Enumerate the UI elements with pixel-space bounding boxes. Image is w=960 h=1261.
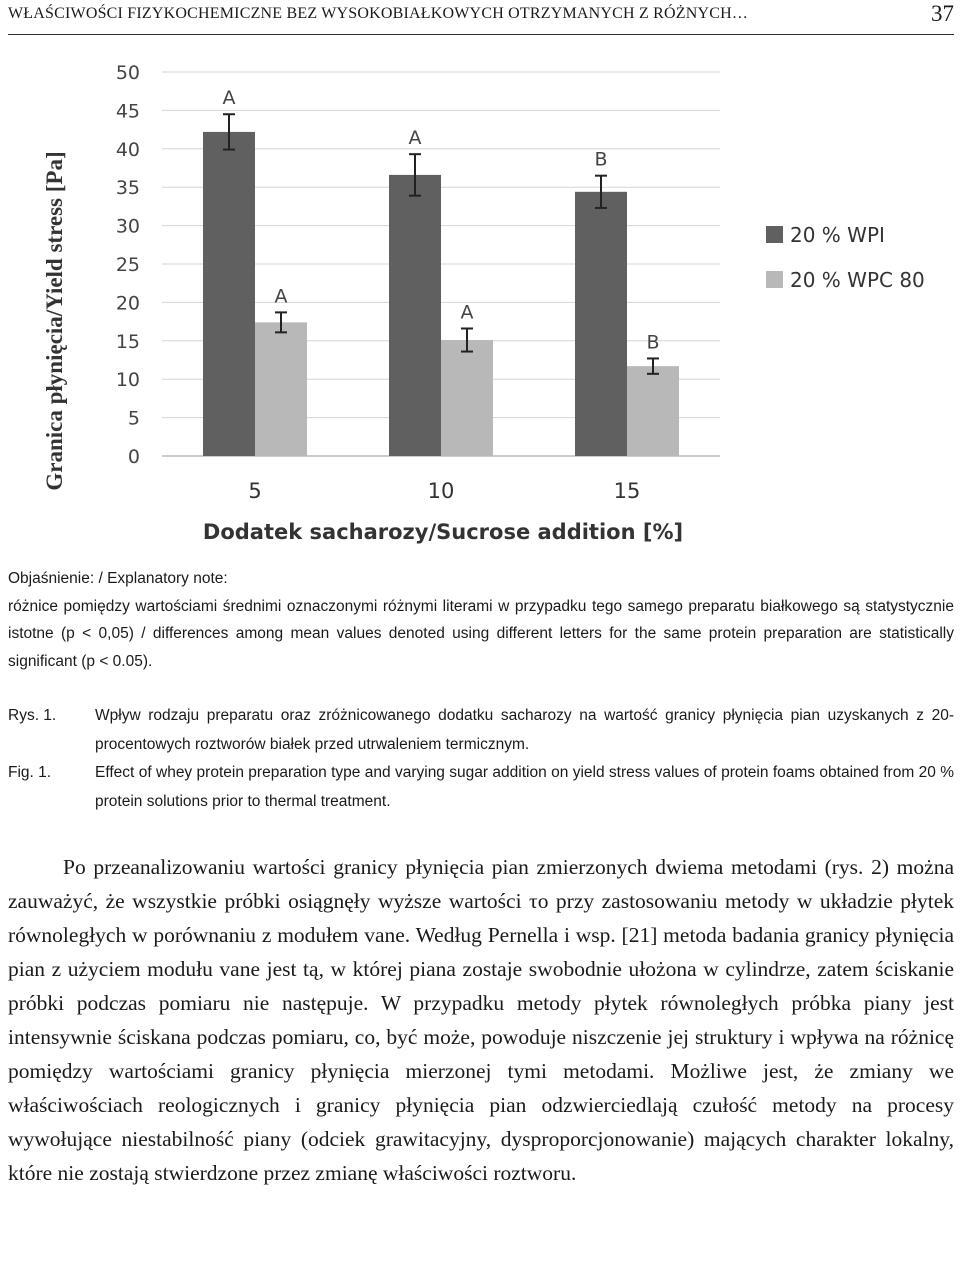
- x-tick-label: 5: [248, 479, 262, 503]
- bar: [441, 340, 493, 456]
- y-tick-label: 50: [115, 62, 140, 84]
- bar: [575, 192, 627, 456]
- significance-letter: A: [274, 285, 288, 308]
- y-tick-label: 5: [127, 407, 140, 430]
- caption-label-pl: Rys. 1.: [8, 707, 57, 724]
- bar: [255, 322, 307, 456]
- y-tick-label: 25: [115, 254, 140, 276]
- x-tick-label: 15: [613, 479, 641, 503]
- y-tick-label: 35: [115, 177, 140, 200]
- x-tick-label: 10: [427, 479, 455, 503]
- chart-bars: [203, 87, 679, 456]
- bar: [627, 366, 679, 456]
- y-tick-label: 30: [115, 215, 140, 238]
- caption-label-en: Fig. 1.: [8, 764, 52, 781]
- significance-letter: B: [594, 148, 608, 171]
- yield-stress-bar-chart: [0, 50, 960, 550]
- x-axis-tick-labels: [248, 479, 640, 503]
- significance-letter: A: [460, 301, 474, 324]
- body-text: [8, 850, 954, 1190]
- legend-label: 20 % WPI: [790, 223, 885, 247]
- y-axis-label: Granica płynięcia/Yield stress [Pa]: [42, 151, 67, 491]
- y-tick-label: 0: [127, 446, 140, 468]
- note-text: różnice pomiędzy wartościami średnimi oznaczonymi różnymi literami w przypadku tego samego preparatu białkowego są statystycznie istotne (p < 0,05) / differences among mean values denoted using different letters for the same protein preparation are statistically significant (p < 0.05).: [8, 597, 954, 670]
- bar: [203, 132, 255, 456]
- y-tick-label: 10: [115, 369, 140, 392]
- legend-swatch: [766, 271, 783, 288]
- caption-text-pl: Wpływ rodzaju preparatu oraz zróżnicowanego dodatku sacharozy na wartość granicy płynięcia pian uzyskanych z 20-procentowych roztworów białek przed utrwaleniem termicznym.: [95, 707, 954, 753]
- bar: [389, 175, 441, 456]
- body-paragraph: Po przeanalizowaniu wartości granicy płynięcia pian zmierzonych dwiema metodami (rys. 2) można zauważyć, że wszystkie próbki osiągnęły wyższe wartości τo przy zastosowaniu metody w układzie płytek równoległych w porównaniu z modułem vane. Według Pernella i wsp. [21] metoda badania granicy płynięcia pian z użyciem modułu vane jest tą, w której piana zostaje swobodnie ułożona w cylindrze, zatem ściskanie próbki podczas pomiaru nie następuje. W przypadku metody płytek równoległych próbka piany jest intensywnie ściskana podczas pomiaru, co, być może, powoduje niszczenie jej struktury i wpływa na różnicę pomiędzy wartościami granicy płynięcia mierzonej tymi metodami. Możliwe jest, że zmiany we właściwościach reologicznych i granicy płynięcia pian odzwierciedlają czułość metody na procesy wywołujące niestabilność piany (odciek grawitacyjny, dysproporcjonowanie) mających charakter lokalny, które nie zostają stwierdzone przez zmianę właściwości roztworu.: [8, 855, 954, 1185]
- running-title: WŁAŚCIWOŚCI FIZYKOCHEMICZNE BEZ WYSOKOBIAŁKOWYCH OTRZYMANYCH Z RÓŻNYCH…: [8, 5, 749, 22]
- y-tick-label: 20: [115, 292, 140, 315]
- y-axis-tick-labels: [116, 62, 140, 468]
- legend-label: 20 % WPC 80: [790, 268, 925, 292]
- significance-letter: B: [646, 331, 660, 354]
- chart-legend: [766, 223, 925, 292]
- x-axis-label: Dodatek sacharozy/Sucrose addition [%]: [202, 520, 684, 544]
- note-heading: Objaśnienie: / Explanatory note:: [8, 570, 228, 587]
- significance-letter: A: [408, 127, 422, 150]
- y-tick-label: 15: [115, 330, 140, 353]
- y-tick-label: 45: [115, 100, 140, 123]
- y-tick-label: 40: [115, 138, 140, 161]
- significance-letter: A: [222, 87, 236, 110]
- explanatory-note: [8, 565, 954, 675]
- legend-swatch: [766, 226, 783, 243]
- caption-text-en: Effect of whey protein preparation type and varying sugar addition on yield stress values of protein foams obtained from 20 % protein solutions prior to thermal treatment.: [95, 764, 954, 810]
- running-header: [8, 0, 954, 35]
- figure-caption: [8, 702, 954, 816]
- page-number: 37: [931, 1, 954, 26]
